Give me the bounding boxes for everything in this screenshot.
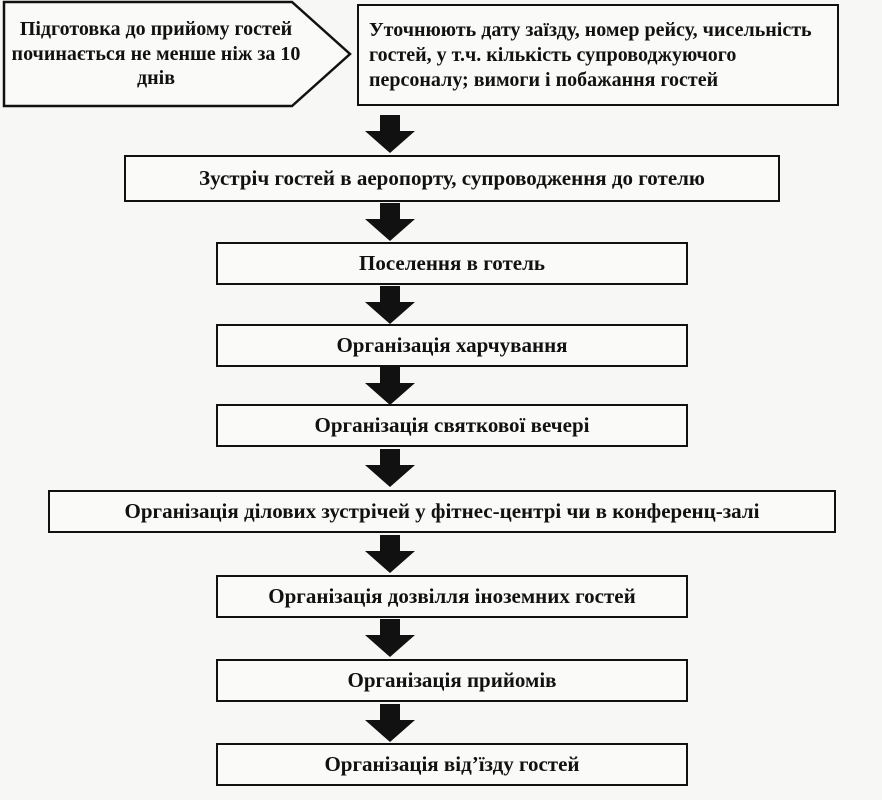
flow-arrow-0 — [365, 115, 415, 153]
flow-arrow-5 — [365, 535, 415, 573]
step-label: Організація святкової вечері — [314, 413, 590, 438]
step-catering — [216, 324, 688, 367]
intro-preparation-text: Підготовка до прийому гостей починається не менше ніж за 10 днів — [11, 18, 301, 90]
step-label: Зустріч гостей в аеропорту, супроводження до готелю — [199, 166, 705, 191]
step-label: Організація харчування — [336, 333, 568, 358]
step-leisure — [216, 575, 688, 618]
flow-arrow-4 — [365, 449, 415, 487]
step-label: Організація дозвілля іноземних гостей — [268, 584, 636, 609]
intro-details-box — [357, 4, 839, 106]
flow-arrow-3 — [365, 367, 415, 405]
step-business-meetings — [48, 490, 836, 533]
step-departure — [216, 743, 688, 786]
flow-arrow-6 — [365, 619, 415, 657]
flow-arrow-2 — [365, 286, 415, 324]
intro-details-text: Уточнюють дату заїзду, номер рейсу, чисельність гостей, у т.ч. кількість супроводжуючого персоналу; вимоги і побажання гостей — [369, 18, 812, 91]
step-label: Поселення в готель — [359, 251, 545, 276]
step-receptions — [216, 659, 688, 702]
step-airport-meeting — [124, 155, 780, 202]
step-hotel-checkin — [216, 242, 688, 285]
step-festive-dinner — [216, 404, 688, 447]
step-label: Організація ділових зустрічей у фітнес-центрі чи в конференц-залі — [124, 499, 760, 524]
flow-arrow-7 — [365, 704, 415, 742]
step-label: Організація від’їзду гостей — [324, 752, 580, 777]
flow-arrow-1 — [365, 203, 415, 241]
step-label: Організація прийомів — [347, 668, 557, 693]
